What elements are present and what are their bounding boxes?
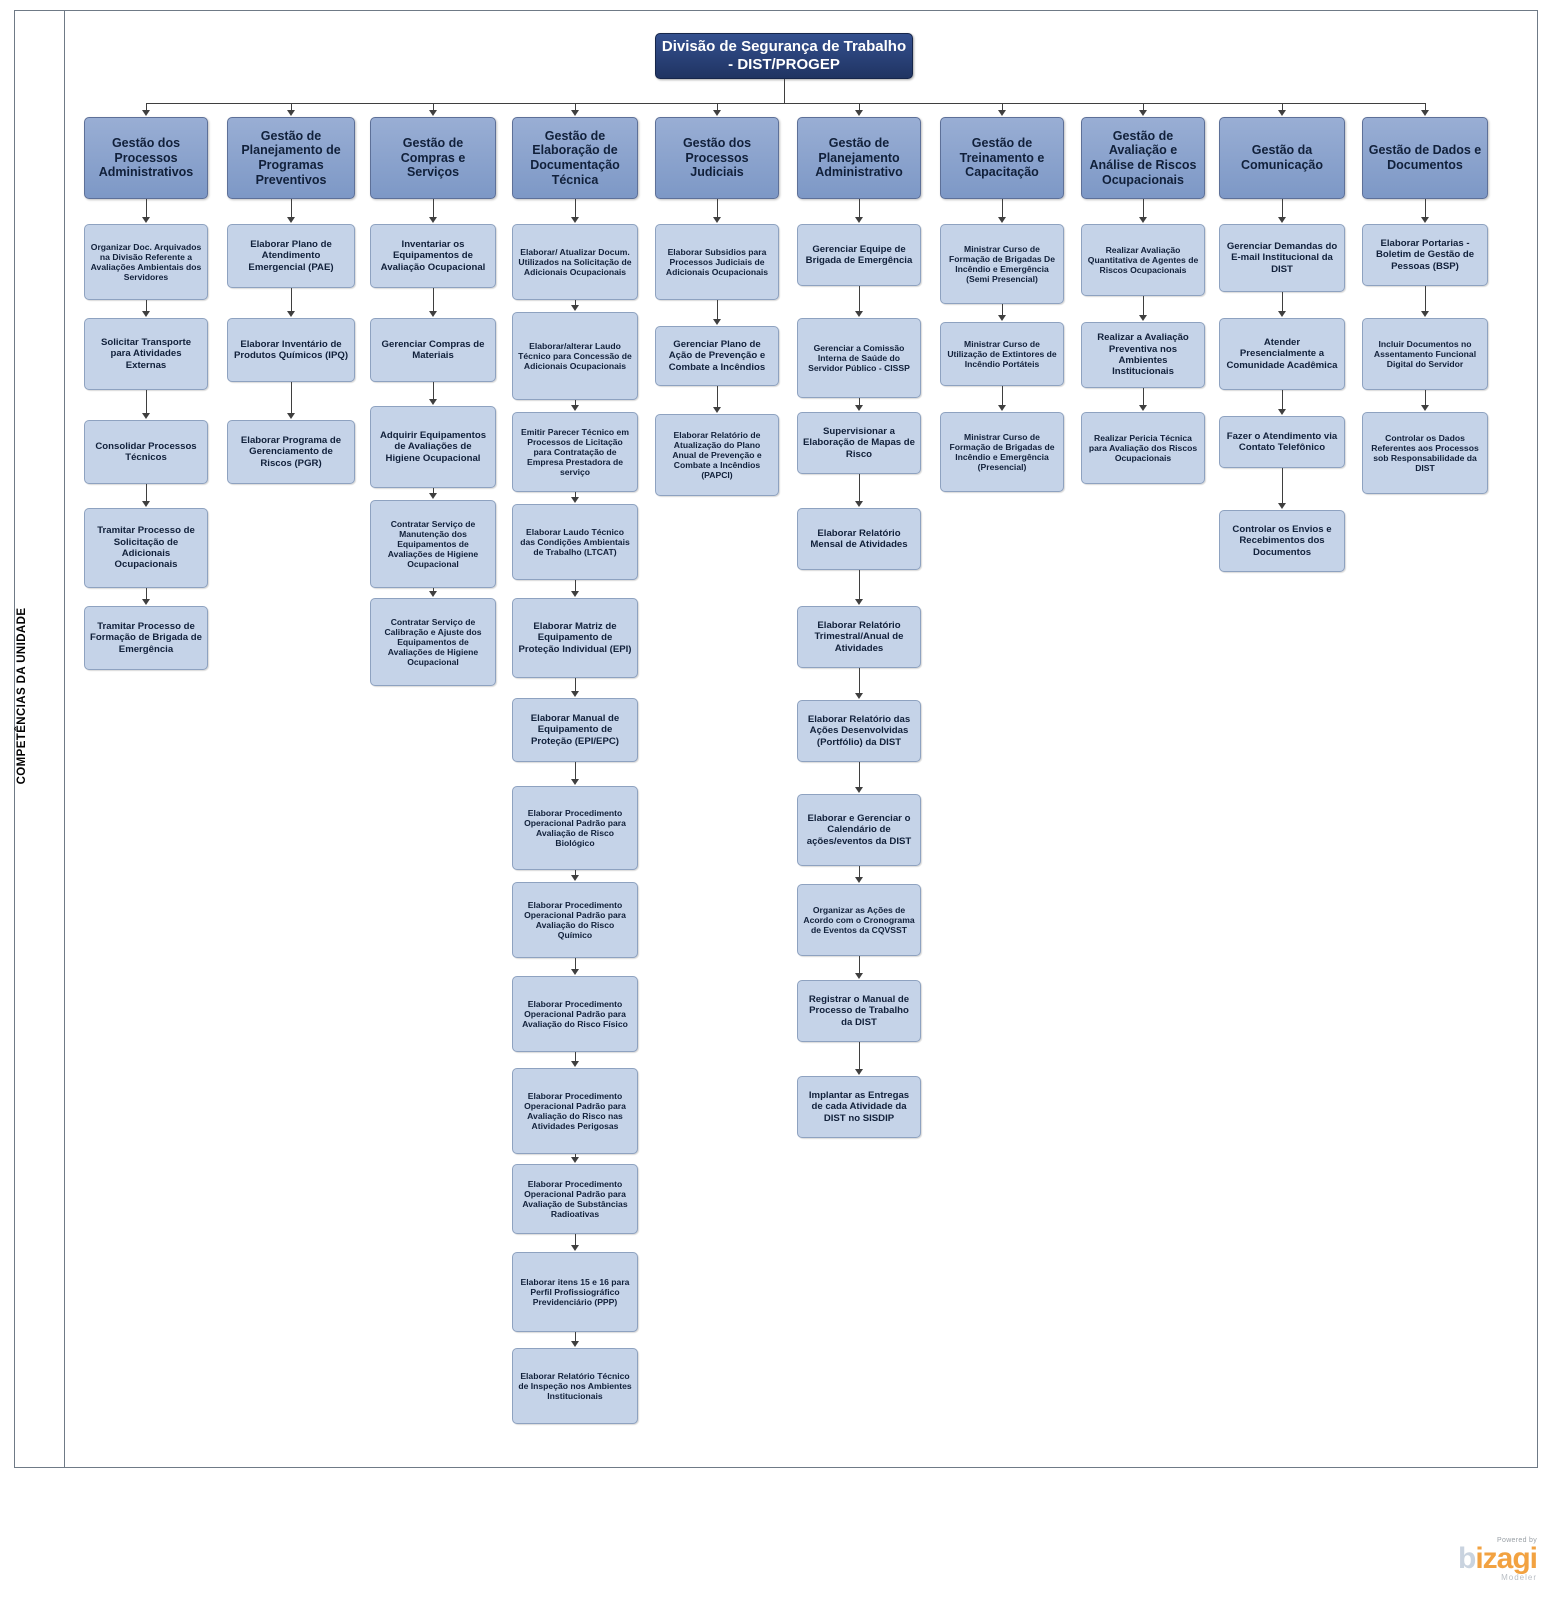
- bizagi-logo: [1458, 1537, 1537, 1582]
- connector-arrow: [571, 1341, 579, 1347]
- task-node-1-3[interactable]: Consolidar Processos Técnicos: [84, 420, 208, 484]
- task-node-9-3[interactable]: Fazer o Atendimento via Contato Telefônico: [1219, 416, 1345, 468]
- category-node-4[interactable]: Gestão de Elaboração de Documentação Técnica: [512, 117, 638, 199]
- logo-brand: [1458, 1544, 1537, 1574]
- task-node-3-3[interactable]: Adquirir Equipamentos de Avaliações de Higiene Ocupacional: [370, 406, 496, 488]
- lane-label: COMPETÊNCIAS DA UNIDADE: [16, 607, 28, 785]
- task-node-6-2[interactable]: Gerenciar a Comissão Interna de Saúde do Servidor Público - CISSP: [797, 318, 921, 398]
- connector-arrow: [855, 877, 863, 883]
- connector: [1425, 390, 1426, 406]
- connector-arrow: [713, 217, 721, 223]
- connector-arrow: [571, 110, 579, 116]
- category-node-7[interactable]: Gestão de Treinamento e Capacitação: [940, 117, 1064, 199]
- task-node-7-2[interactable]: Ministrar Curso de Utilização de Extintores de Incêndio Portáteis: [940, 322, 1064, 386]
- task-node-4-6[interactable]: Elaborar Manual de Equipamento de Proteção (EPI/EPC): [512, 698, 638, 762]
- connector-arrow: [1139, 217, 1147, 223]
- connector: [1143, 296, 1144, 316]
- connector-arrow: [142, 599, 150, 605]
- connector: [433, 288, 434, 312]
- connector-arrow: [571, 591, 579, 597]
- task-node-8-1[interactable]: Realizar Avaliação Quantitativa de Agentes de Riscos Ocupacionais: [1081, 224, 1205, 296]
- task-node-5-3[interactable]: Elaborar Relatório de Atualização do Plano Anual de Prevenção e Combate a Incêndios (PAPCI): [655, 414, 779, 496]
- task-node-4-3[interactable]: Emitir Parecer Técnico em Processos de Licitação para Contratação de Empresa Prestadora de serviço: [512, 412, 638, 492]
- connector-arrow: [429, 311, 437, 317]
- connector-arrow: [998, 217, 1006, 223]
- connector-arrow: [855, 973, 863, 979]
- task-node-6-3[interactable]: Supervisionar a Elaboração de Mapas de Risco: [797, 412, 921, 474]
- task-node-9-1[interactable]: Gerenciar Demandas do E-mail Institucional da DIST: [1219, 224, 1345, 292]
- task-node-3-1[interactable]: Inventariar os Equipamentos de Avaliação Ocupacional: [370, 224, 496, 288]
- lane-divider: [64, 10, 65, 1468]
- task-node-10-2[interactable]: Incluir Documentos no Assentamento Funcional Digital do Servidor: [1362, 318, 1488, 390]
- connector-arrow: [1421, 311, 1429, 317]
- task-node-6-5[interactable]: Elaborar Relatório Trimestral/Anual de Atividades: [797, 606, 921, 668]
- task-node-8-2[interactable]: Realizar a Avaliação Preventiva nos Ambientes Institucionais: [1081, 322, 1205, 388]
- connector-arrow: [571, 497, 579, 503]
- connector-arrow: [571, 691, 579, 697]
- connector-arrow: [1278, 110, 1286, 116]
- connector: [1002, 386, 1003, 406]
- category-node-6[interactable]: Gestão de Planejamento Administrativo: [797, 117, 921, 199]
- connector-arrow: [429, 493, 437, 499]
- task-node-3-5[interactable]: Contratar Serviço de Calibração e Ajuste dos Equipamentos de Avaliações de Higiene Ocupacional: [370, 598, 496, 686]
- connector: [146, 103, 1425, 104]
- connector: [291, 382, 292, 414]
- connector-arrow: [571, 875, 579, 881]
- task-node-4-10[interactable]: Elaborar Procedimento Operacional Padrão para Avaliação do Risco nas Atividades Perigosas: [512, 1068, 638, 1154]
- connector: [1282, 292, 1283, 312]
- task-node-4-7[interactable]: Elaborar Procedimento Operacional Padrão para Avaliação de Risco Biológico: [512, 786, 638, 870]
- task-node-4-5[interactable]: Elaborar Matriz de Equipamento de Proteção Individual (EPI): [512, 598, 638, 678]
- connector-arrow: [571, 405, 579, 411]
- connector-arrow: [1421, 217, 1429, 223]
- connector: [291, 199, 292, 218]
- task-node-6-1[interactable]: Gerenciar Equipe de Brigada de Emergência: [797, 224, 921, 286]
- connector-arrow: [855, 501, 863, 507]
- task-node-6-4[interactable]: Elaborar Relatório Mensal de Atividades: [797, 508, 921, 570]
- task-node-1-5[interactable]: Tramitar Processo de Formação de Brigada de Emergência: [84, 606, 208, 670]
- connector: [575, 762, 576, 780]
- connector-arrow: [855, 217, 863, 223]
- task-node-1-1[interactable]: Organizar Doc. Arquivados na Divisão Referente a Avaliações Ambientais dos Servidores: [84, 224, 208, 300]
- task-node-10-1[interactable]: Elaborar Portarias - Boletim de Gestão de Pessoas (BSP): [1362, 224, 1488, 286]
- connector: [146, 390, 147, 414]
- task-node-2-3[interactable]: Elaborar Programa de Gerenciamento de Riscos (PGR): [227, 420, 355, 484]
- connector: [859, 199, 860, 218]
- task-node-4-12[interactable]: Elaborar itens 15 e 16 para Perfil Profissiográfico Previdenciário (PPP): [512, 1252, 638, 1332]
- task-node-4-13[interactable]: Elaborar Relatório Técnico de Inspeção nos Ambientes Institucionais: [512, 1348, 638, 1424]
- connector-arrow: [855, 1069, 863, 1075]
- task-node-6-9[interactable]: Registrar o Manual de Processo de Trabalho da DIST: [797, 980, 921, 1042]
- connector-arrow: [142, 413, 150, 419]
- connector-arrow: [142, 217, 150, 223]
- connector-arrow: [855, 405, 863, 411]
- connector: [1282, 199, 1283, 218]
- connector-arrow: [571, 217, 579, 223]
- category-node-3[interactable]: Gestão de Compras e Serviços: [370, 117, 496, 199]
- task-node-7-3[interactable]: Ministrar Curso de Formação de Brigadas de Incêndio e Emergência (Presencial): [940, 412, 1064, 492]
- connector-arrow: [998, 315, 1006, 321]
- connector: [433, 382, 434, 400]
- connector: [717, 300, 718, 320]
- connector-arrow: [1421, 110, 1429, 116]
- connector-arrow: [998, 405, 1006, 411]
- connector-arrow: [1278, 409, 1286, 415]
- connector: [1282, 390, 1283, 410]
- connector-arrow: [287, 217, 295, 223]
- connector-arrow: [1139, 405, 1147, 411]
- connector: [433, 199, 434, 218]
- connector: [717, 199, 718, 218]
- connector-arrow: [571, 1245, 579, 1251]
- logo-brand-b: b: [1457, 1542, 1476, 1575]
- connector: [575, 678, 576, 692]
- task-node-7-1[interactable]: Ministrar Curso de Formação de Brigadas De Incêndio e Emergência (Semi Presencial): [940, 224, 1064, 304]
- task-node-1-4[interactable]: Tramitar Processo de Solicitação de Adicionais Ocupacionais: [84, 508, 208, 588]
- connector-arrow: [571, 1061, 579, 1067]
- task-node-5-1[interactable]: Elaborar Subsidios para Processos Judiciais de Adicionais Ocupacionais: [655, 224, 779, 300]
- connector-arrow: [571, 969, 579, 975]
- connector-arrow: [429, 110, 437, 116]
- task-node-10-3[interactable]: Controlar os Dados Referentes aos Processos sob Responsabilidade da DIST: [1362, 412, 1488, 494]
- connector-arrow: [287, 311, 295, 317]
- category-node-5[interactable]: Gestão dos Processos Judiciais: [655, 117, 779, 199]
- connector: [1002, 199, 1003, 218]
- connector-arrow: [429, 217, 437, 223]
- connector-arrow: [1139, 110, 1147, 116]
- task-node-5-2[interactable]: Gerenciar Plano de Ação de Prevenção e Combate a Incêndios: [655, 326, 779, 386]
- task-node-2-1[interactable]: Elaborar Plano de Atendimento Emergencial (PAE): [227, 224, 355, 288]
- category-node-9[interactable]: Gestão da Comunicação: [1219, 117, 1345, 199]
- connector-arrow: [287, 413, 295, 419]
- task-node-4-8[interactable]: Elaborar Procedimento Operacional Padrão para Avaliação do Risco Químico: [512, 882, 638, 958]
- connector-arrow: [1278, 503, 1286, 509]
- connector: [859, 474, 860, 502]
- task-node-6-7[interactable]: Elaborar e Gerenciar o Calendário de ações/eventos da DIST: [797, 794, 921, 866]
- connector-arrow: [855, 599, 863, 605]
- connector: [784, 79, 785, 103]
- connector-arrow: [855, 110, 863, 116]
- connector: [1425, 286, 1426, 312]
- logo-powered-text: Powered by: [1497, 1537, 1537, 1544]
- task-node-4-4[interactable]: Elaborar Laudo Técnico das Condições Ambientais de Trabalho (LTCAT): [512, 504, 638, 580]
- connector-arrow: [855, 693, 863, 699]
- connector-arrow: [429, 591, 437, 597]
- connector-arrow: [713, 319, 721, 325]
- connector-arrow: [855, 311, 863, 317]
- connector: [146, 484, 147, 502]
- task-node-6-8[interactable]: Organizar as Ações de Acordo com o Cronograma de Eventos da CQVSST: [797, 884, 921, 956]
- logo-brand-rest: izagi: [1475, 1542, 1537, 1575]
- connector: [859, 668, 860, 694]
- connector: [1143, 199, 1144, 218]
- connector: [859, 286, 860, 312]
- task-node-4-1[interactable]: Elaborar/ Atualizar Docum. Utilizados na Solicitação de Adicionais Ocupacionais: [512, 224, 638, 300]
- connector-arrow: [142, 501, 150, 507]
- connector-arrow: [571, 1157, 579, 1163]
- connector-arrow: [571, 305, 579, 311]
- task-node-6-10[interactable]: Implantar as Entregas de cada Atividade da DIST no SISDIP: [797, 1076, 921, 1138]
- task-node-9-2[interactable]: Atender Presencialmente a Comunidade Acadêmica: [1219, 318, 1345, 390]
- category-node-8[interactable]: Gestão de Avaliação e Análise de Riscos Ocupacionais: [1081, 117, 1205, 199]
- connector: [859, 956, 860, 974]
- connector: [1425, 199, 1426, 218]
- task-node-3-4[interactable]: Contratar Serviço de Manutenção dos Equipamentos de Avaliações de Higiene Ocupacional: [370, 500, 496, 588]
- connector-arrow: [1421, 405, 1429, 411]
- connector-arrow: [855, 787, 863, 793]
- category-node-2[interactable]: Gestão de Planejamento de Programas Preventivos: [227, 117, 355, 199]
- connector-arrow: [571, 779, 579, 785]
- connector: [575, 199, 576, 218]
- connector-arrow: [713, 110, 721, 116]
- connector: [859, 762, 860, 788]
- connector: [1143, 388, 1144, 406]
- task-node-3-2[interactable]: Gerenciar Compras de Materiais: [370, 318, 496, 382]
- category-node-10[interactable]: Gestão de Dados e Documentos: [1362, 117, 1488, 199]
- connector-arrow: [1139, 315, 1147, 321]
- connector: [1282, 468, 1283, 504]
- task-node-9-4[interactable]: Controlar os Envios e Recebimentos dos Documentos: [1219, 510, 1345, 572]
- connector: [859, 1042, 860, 1070]
- connector: [859, 570, 860, 600]
- connector: [717, 386, 718, 408]
- task-node-4-2[interactable]: Elaborar/alterar Laudo Técnico para Concessão de Adicionais Ocupacionais: [512, 312, 638, 400]
- connector-arrow: [713, 407, 721, 413]
- connector-arrow: [1278, 311, 1286, 317]
- category-node-1[interactable]: Gestão dos Processos Administrativos: [84, 117, 208, 199]
- task-node-8-3[interactable]: Realizar Pericia Técnica para Avaliação dos Riscos Ocupacionais: [1081, 412, 1205, 484]
- task-node-4-11[interactable]: Elaborar Procedimento Operacional Padrão para Avaliação de Substâncias Radioativas: [512, 1164, 638, 1234]
- task-node-2-2[interactable]: Elaborar Inventário de Produtos Químicos (IPQ): [227, 318, 355, 382]
- task-node-6-6[interactable]: Elaborar Relatório das Ações Desenvolvidas (Portfólio) da DIST: [797, 700, 921, 762]
- root-node[interactable]: Divisão de Segurança de Trabalho - DIST/PROGEP: [655, 33, 913, 79]
- connector-arrow: [287, 110, 295, 116]
- task-node-4-9[interactable]: Elaborar Procedimento Operacional Padrão para Avaliação do Risco Físico: [512, 976, 638, 1052]
- task-node-1-2[interactable]: Solicitar Transporte para Atividades Externas: [84, 318, 208, 390]
- connector-arrow: [429, 399, 437, 405]
- connector: [291, 288, 292, 312]
- connector-arrow: [142, 311, 150, 317]
- connector-arrow: [1278, 217, 1286, 223]
- connector-arrow: [998, 110, 1006, 116]
- connector: [146, 199, 147, 218]
- connector-arrow: [142, 110, 150, 116]
- logo-modeler-text: Modeler: [1501, 1573, 1537, 1582]
